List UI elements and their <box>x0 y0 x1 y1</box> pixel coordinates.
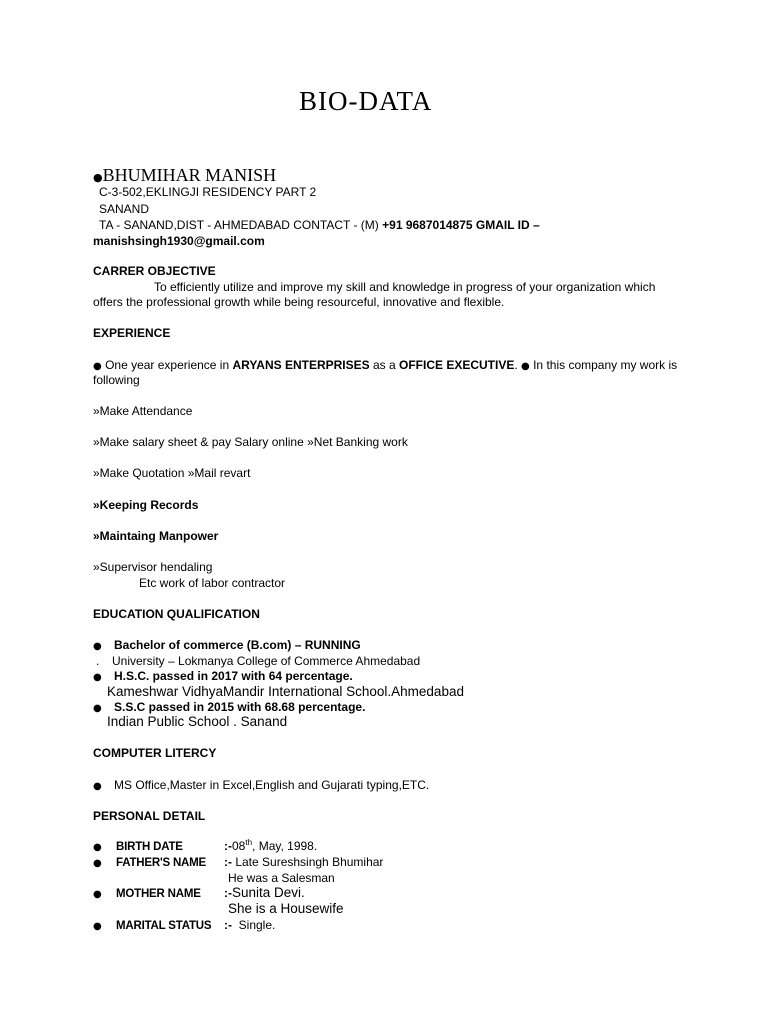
education-item-text: Bachelor of commerce (B.com) – RUNNING <box>114 638 361 652</box>
duty-item-continuation: Etc work of labor contractor <box>139 576 286 590</box>
field-label: MARITAL STATUS <box>116 920 212 932</box>
contact-phone-text: +91 9687014875 GMAIL ID – <box>382 218 540 232</box>
bullet-icon: ● <box>93 858 102 869</box>
duty-item: »Make Attendance <box>93 404 193 418</box>
bullet-icon: ● <box>93 672 102 683</box>
experience-intro-line <box>93 357 677 373</box>
section-heading-computer-literacy: COMPUTER LITERCY <box>93 746 217 760</box>
ordinal-suffix: th <box>245 838 253 847</box>
bullet-icon: ● <box>93 921 102 932</box>
field-label: FATHER'S NAME <box>116 857 207 869</box>
education-item-text: H.S.C. passed in 2017 with 64 percentage. <box>114 669 353 683</box>
section-heading-experience: EXPERIENCE <box>93 326 171 340</box>
field-value: Single. <box>232 918 276 932</box>
mother-occupation-note: She is a Housewife <box>228 901 344 916</box>
bullet-icon: . <box>96 654 100 668</box>
duty-item: »Supervisor hendaling <box>93 560 213 574</box>
field-value: 08 <box>232 839 246 853</box>
duty-item: »Make salary sheet & pay Salary online »Net Banking work <box>93 435 408 449</box>
candidate-name-line <box>93 164 276 186</box>
personal-row-mother-name <box>93 885 305 901</box>
contact-line <box>99 217 540 233</box>
field-value: Late Sureshsingh Bhumihar <box>232 855 384 869</box>
candidate-name: BHUMIHAR MANISH <box>102 165 277 185</box>
duty-item: »Make Quotation »Mail revart <box>93 466 251 480</box>
experience-intro-text: . <box>514 358 522 372</box>
address-line-1: C-3-502,EKLINGJI RESIDENCY PART 2 <box>99 185 317 199</box>
education-item <box>93 699 365 715</box>
email-address: manishsingh1930@gmail.com <box>93 234 265 248</box>
computer-skill-item <box>93 777 429 793</box>
duty-item: »Keeping Records <box>93 498 199 512</box>
education-item <box>93 668 353 684</box>
bullet-icon: ● <box>93 889 102 900</box>
field-separator: :- <box>224 886 232 900</box>
job-role: OFFICE EXECUTIVE <box>399 358 515 372</box>
bullet-icon: ● <box>93 641 102 652</box>
education-school-name: Indian Public School . Sanand <box>107 714 288 729</box>
address-line-2: SANAND <box>99 202 150 216</box>
objective-text-line-2: offers the professional growth while being resourceful, innovative and flexible. <box>93 295 505 309</box>
field-value-rest: , May, 1998. <box>252 839 318 853</box>
bullet-icon: ● <box>93 361 102 372</box>
section-heading-personal: PERSONAL DETAIL <box>93 809 206 823</box>
father-occupation-note: He was a Salesman <box>228 871 335 885</box>
document-title: BIO-DATA <box>299 86 433 116</box>
bullet-icon: ● <box>93 842 102 853</box>
computer-skill-text: MS Office,Master in Excel,English and Gujarati typing,ETC. <box>114 778 430 792</box>
education-item <box>93 637 361 653</box>
section-heading-education: EDUCATION QUALIFICATION <box>93 607 260 621</box>
company-name: ARYANS ENTERPRISES <box>232 358 370 372</box>
section-heading-objective: CARRER OBJECTIVE <box>93 264 216 278</box>
experience-intro-continuation: following <box>93 373 140 387</box>
duty-item: »Maintaing Manpower <box>93 529 219 543</box>
experience-intro-text: In this company my work is <box>529 358 678 372</box>
field-separator: :- <box>224 855 232 869</box>
education-school-name: Kameshwar VidhyaMandir International School.Ahmedabad <box>107 684 464 699</box>
bullet-icon: ● <box>521 361 530 372</box>
objective-text-line-1: To efficiently utilize and improve my skill and knowledge in progress of your organization which <box>154 280 656 294</box>
education-item-text: S.S.C passed in 2015 with 68.68 percentage. <box>114 700 366 714</box>
contact-address-text: TA - SANAND,DIST - AHMEDABAD CONTACT - (M) <box>99 218 383 232</box>
personal-row-marital-status <box>93 917 275 933</box>
field-label: BIRTH DATE <box>116 841 183 853</box>
field-separator: :- <box>224 839 232 853</box>
bullet-icon: ● <box>93 703 102 714</box>
personal-row-birth-date <box>93 838 317 854</box>
field-separator: :- <box>224 918 232 932</box>
field-label: MOTHER NAME <box>116 888 201 900</box>
experience-intro-text: as a <box>369 358 399 372</box>
personal-row-father-name <box>93 854 383 870</box>
education-item-text: University – Lokmanya College of Commerce Ahmedabad <box>112 654 421 668</box>
bullet-icon: ● <box>93 781 102 792</box>
name-bullet-icon: ● <box>93 171 103 184</box>
field-value: Sunita Devi. <box>232 885 305 900</box>
experience-intro-text: One year experience in <box>101 358 233 372</box>
education-item <box>93 653 420 669</box>
